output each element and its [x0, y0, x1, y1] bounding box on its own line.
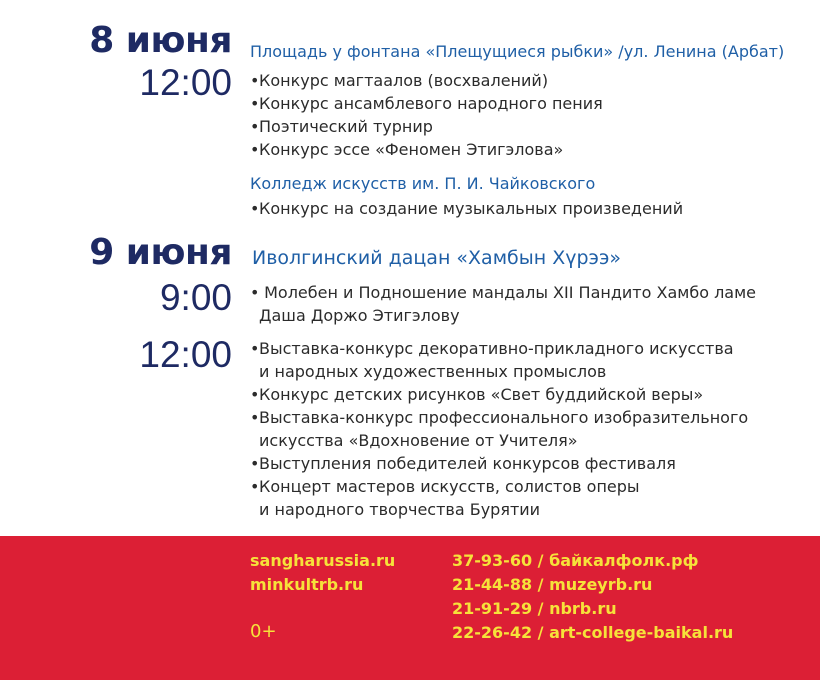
list-item-continuation: искусства «Вдохновение от Учителя»	[259, 431, 578, 450]
age-rating: 0+	[250, 621, 277, 642]
day2-time-1: 9:00	[159, 277, 232, 318]
list-item: •Конкурс ансамблевого народного пения	[250, 94, 603, 113]
link-minkultrb[interactable]: minkultrb.ru	[250, 575, 364, 594]
list-item: •Выставка-конкурс декоративно-прикладного искусства	[250, 339, 734, 358]
link-sangharussia[interactable]: sangharussia.ru	[250, 551, 396, 570]
list-item: •Выставка-конкурс профессионального изобразительного	[250, 408, 749, 427]
list-item: •Конкурс на создание музыкальных произведений	[250, 199, 684, 218]
list-item: •Концерт мастеров искусств, солистов оперы	[250, 477, 640, 496]
day1-list-1	[250, 69, 603, 161]
day1-venue-1: Площадь у фонтана «Плещущиеся рыбки» /ул. Ленина (Арбат)	[250, 42, 785, 61]
list-item: •Поэтический турнир	[250, 117, 433, 136]
contact-line[interactable]: 37-93-60 / байкалфолк.рф	[452, 551, 699, 570]
contact-line[interactable]: 21-44-88 / muzeyrb.ru	[452, 575, 653, 594]
day2-date: 9 июня	[89, 232, 232, 273]
list-item: •Конкурс детских рисунков «Свет буддийской веры»	[250, 385, 704, 404]
day1-venue-2: Колледж искусств им. П. И. Чайковского	[250, 174, 596, 193]
day1-list-2	[250, 197, 683, 220]
contact-line[interactable]: 21-91-29 / nbrb.ru	[452, 599, 617, 618]
list-item: •Выступления победителей конкурсов фестиваля	[250, 454, 676, 473]
day2-list	[250, 337, 748, 521]
contact-line[interactable]: 22-26-42 / art-college-baikal.ru	[452, 623, 734, 642]
list-item-continuation: и народного творчества Бурятии	[259, 500, 541, 519]
day2-event-1	[250, 281, 756, 327]
day2-time-2: 12:00	[139, 334, 232, 375]
list-item: •Конкурс магтаалов (восхвалений)	[250, 71, 549, 90]
list-item: • Молебен и Подношение мандалы XII Пандито Хамбо ламе	[250, 283, 757, 302]
day1-time: 12:00	[139, 62, 232, 103]
list-item: •Конкурс эссе «Феномен Этигэлова»	[250, 140, 564, 159]
day2-venue: Иволгинский дацан «Хамбын Хүрээ»	[252, 247, 622, 269]
footer-contacts-band	[0, 536, 820, 680]
list-item-continuation: Даша Доржо Этигэлову	[259, 306, 460, 325]
day1-date: 8 июня	[89, 20, 232, 61]
list-item-continuation: и народных художественных промыслов	[259, 362, 607, 381]
